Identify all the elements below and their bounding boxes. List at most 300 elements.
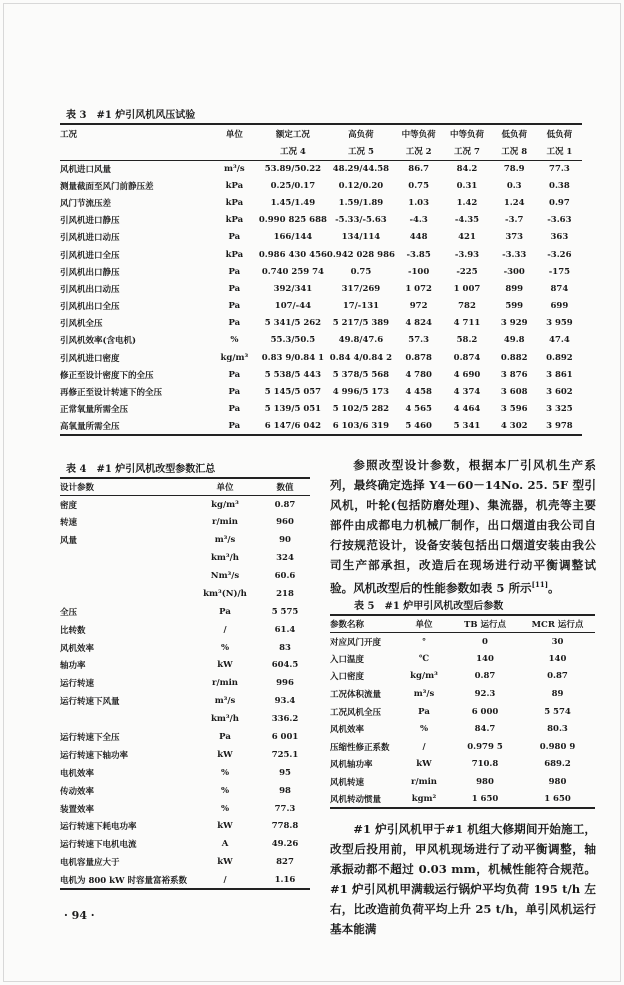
table-cell: 53.89/50.22 — [264, 163, 322, 174]
table3-header-cell: 工况 8 — [492, 142, 537, 160]
table-cell: 4 711 — [453, 318, 481, 329]
table-cell: 引风机全压 — [60, 319, 103, 330]
table-cell: 5 574 — [544, 706, 571, 717]
table-cell: 996 — [276, 678, 294, 689]
paragraph-1-end: 。 — [548, 580, 560, 595]
table-cell: kPa — [225, 215, 244, 226]
table-cell: 传动效率 — [60, 786, 95, 797]
table-cell: 电机容量应大于 — [60, 858, 120, 869]
table-cell: 引风机进口全压 — [60, 250, 120, 261]
table-cell: 80.3 — [547, 724, 568, 735]
table-cell: 0.75 — [408, 180, 429, 191]
table-cell: 3 608 — [500, 387, 528, 398]
table-cell: 78.9 — [503, 163, 525, 174]
table-cell: 1.03 — [408, 197, 429, 208]
table-cell: 83 — [279, 642, 291, 653]
table-cell: 899 — [505, 283, 524, 294]
table-cell: 引风机出口动压 — [60, 284, 120, 295]
table4-header-row — [60, 478, 310, 496]
table-cell: 960 — [276, 517, 294, 528]
table-cell: 49.26 — [271, 839, 299, 850]
table-row — [60, 674, 310, 692]
table-cell: Nm³/s — [210, 571, 240, 581]
table-cell: 4 458 — [405, 387, 432, 398]
table-cell: 运行转速下耗电功率 — [60, 822, 137, 833]
table-cell: 风机转速 — [330, 778, 365, 789]
table-cell: 218 — [276, 588, 294, 599]
table-cell: 1 007 — [453, 283, 481, 294]
table-row — [60, 764, 310, 782]
table-cell: / — [223, 874, 227, 885]
table-cell: 0.882 — [500, 352, 528, 363]
table-cell: 工况体积流量 — [330, 690, 382, 701]
table-cell: Pa — [228, 318, 241, 329]
table-cell: -3.33 — [502, 249, 527, 260]
table5-title: #1 炉甲引风机改型后参数 — [384, 601, 504, 612]
table-row — [60, 298, 582, 315]
paragraph-2-text: #1 炉引风机甲于#1 机组大修期间开始施工，改型后投用前，甲风机现场进行了动平衡调整，轴承振动都不超过 0.03 mm，机械性能符合规范。#1 炉引风机甲满载运行锅炉平均负荷 195 t/h 左右，比改造前负荷平均上升 25 t/h，单引风机运行基本能满 — [330, 822, 596, 936]
table-cell: 827 — [276, 857, 294, 868]
table-cell: Pa — [219, 606, 231, 617]
table-row — [60, 212, 582, 229]
table3-header-cell — [60, 142, 210, 160]
table-cell: 874 — [550, 283, 569, 294]
table-cell: 0.38 — [549, 180, 570, 191]
table-cell: 0.3 — [506, 180, 522, 191]
table-cell: 对应风门开度 — [330, 637, 382, 648]
table-cell: 入口密度 — [330, 672, 365, 683]
table-cell: 5 341/5 262 — [264, 318, 322, 329]
table-cell: 运行转速下轴功率 — [60, 750, 129, 761]
table-row — [60, 835, 310, 853]
table-cell: m³/s — [224, 163, 245, 174]
table-row — [60, 710, 310, 728]
table-cell: 0.87 — [274, 499, 296, 510]
table-row — [60, 513, 310, 531]
table-cell: kW — [217, 749, 233, 760]
table-cell: 高氧量所需全压 — [60, 421, 120, 432]
table-cell: 3 978 — [546, 420, 573, 431]
table-row — [330, 791, 595, 809]
table-cell: 0.25/0.17 — [270, 180, 316, 191]
page-number: · 94 · — [64, 909, 95, 922]
table-cell: 引风机效率(含电机) — [60, 336, 137, 347]
table-cell: 972 — [409, 301, 428, 312]
table-cell: 392/341 — [273, 283, 313, 294]
table-cell: 5 575 — [271, 606, 299, 617]
table3-header-row — [60, 124, 582, 142]
table-row — [60, 818, 310, 836]
table-cell: 工况风机全压 — [330, 707, 382, 718]
table-cell — [60, 567, 190, 585]
table-cell: -175 — [548, 266, 571, 277]
table-cell: 0.87 — [547, 671, 568, 682]
table-row — [330, 756, 595, 774]
table-cell: 4 996/5 173 — [332, 387, 390, 398]
table-row — [330, 703, 595, 721]
table-cell: 95 — [279, 767, 291, 778]
table-cell: % — [220, 767, 230, 778]
table-row — [60, 332, 582, 349]
table-cell: 运行转速下全压 — [60, 733, 120, 744]
table-cell: kW — [217, 821, 233, 832]
table-cell: 77.3 — [274, 803, 296, 814]
table-row — [60, 280, 582, 297]
table-cell: kPa — [225, 249, 244, 260]
table-cell: 全压 — [60, 607, 78, 618]
table-cell: % — [220, 803, 230, 814]
table3-header-cell: 工况 1 — [537, 142, 582, 160]
table-row — [60, 160, 582, 177]
table-cell: 0.75 — [350, 266, 372, 277]
table-cell: 风量 — [60, 536, 78, 547]
table4-header-cell: 设计参数 — [60, 478, 190, 496]
table3-header-cell: 高负荷 — [348, 129, 374, 140]
table-cell: 363 — [550, 232, 569, 243]
table-cell: 1 072 — [405, 283, 432, 294]
table-cell: 86.7 — [408, 163, 429, 174]
paragraph-1 — [330, 455, 596, 598]
table-row — [60, 401, 582, 418]
table-cell: kW — [217, 660, 233, 671]
table-cell: 0.12/0.20 — [338, 180, 384, 191]
table-cell: / — [223, 624, 227, 635]
table-cell: 1.42 — [456, 197, 478, 208]
table-row — [60, 383, 582, 400]
table-cell: 61.4 — [274, 624, 296, 635]
table3-number: 表 3 — [66, 110, 87, 121]
table-cell: -100 — [407, 266, 430, 277]
table-cell: 运行转速下风量 — [60, 697, 120, 708]
table4-number: 表 4 — [66, 464, 87, 475]
table-cell: 轴功率 — [60, 661, 86, 672]
table-row — [330, 650, 595, 668]
table-cell: ° — [421, 636, 427, 647]
table-cell: Pa — [228, 232, 241, 243]
table-cell: 5 217/5 389 — [332, 318, 390, 329]
table-cell: 77.3 — [549, 163, 570, 174]
table-cell: 4 302 — [500, 420, 528, 431]
table-cell: km³(N)/h — [203, 588, 247, 599]
table-cell: 84.7 — [474, 724, 496, 735]
table-cell: 6 103/6 319 — [332, 420, 390, 431]
table5-header-row — [330, 615, 595, 633]
table3-header-cell: 工况 2 — [395, 142, 442, 160]
table-cell: 60.6 — [274, 571, 296, 581]
table-cell: 0.892 — [546, 352, 573, 363]
table-cell: -3.63 — [547, 215, 572, 226]
table-row — [60, 692, 310, 710]
table-cell: -3.85 — [406, 249, 431, 260]
table-row — [60, 603, 310, 621]
table-cell: 0.990 825 688 — [258, 215, 327, 226]
table-cell: 0.84 4/0.84 2 — [329, 352, 393, 363]
table-cell: 92.3 — [474, 689, 496, 700]
table-cell: 6 001 — [271, 732, 299, 743]
table-cell — [60, 710, 190, 728]
table4 — [60, 477, 310, 890]
table-cell: 373 — [505, 232, 524, 243]
table-cell: 风机进口风量 — [60, 164, 112, 175]
table-cell: 5 460 — [405, 420, 432, 431]
table-cell: 3 876 — [500, 369, 528, 380]
table-row — [60, 871, 310, 889]
table-cell: 599 — [505, 301, 524, 312]
table-cell: 3 861 — [546, 369, 573, 380]
table-cell: 47.4 — [549, 335, 570, 346]
table-cell: m³/s — [214, 696, 236, 707]
table-row — [330, 685, 595, 703]
paragraph-2 — [330, 819, 596, 939]
table3-header-cell: 中等负荷 — [449, 129, 484, 140]
table3-header-cell: 低负荷 — [501, 129, 527, 140]
table-cell: 699 — [550, 301, 569, 312]
table-cell: 0.31 — [456, 180, 478, 191]
table-row — [60, 315, 582, 332]
table-row — [330, 773, 595, 791]
table-cell: % — [419, 724, 429, 735]
table-row — [60, 639, 310, 657]
table-row — [60, 246, 582, 263]
table-cell: 324 — [276, 553, 294, 564]
table-cell: Pa — [418, 706, 430, 717]
table-row — [330, 738, 595, 756]
table-cell: 336.2 — [271, 714, 299, 725]
paragraph-1-text: 参照改型设计参数，根据本厂引风机生产系列，最终确定选择 Y4－60－14No. 25. 5F 型引风机，叶轮(包括防磨处理)、集流器，机壳等主要部件由成都电力机械厂制作，出口烟道由我公司自行按规范设计，设备安装包括出口烟道安装由我公司生产部承担，改造后在现场进行动平衡调整试验。风机改型后的性能参数如表 5 所示 — [330, 458, 596, 595]
table-cell: 140 — [548, 653, 567, 664]
table-cell: 0.986 430 456 — [258, 249, 327, 260]
table-cell: 电机为 800 kW 时容量富裕系数 — [60, 875, 188, 886]
table-cell: kPa — [225, 197, 244, 208]
table-cell: 5 378/5 568 — [332, 369, 390, 380]
table-cell: -3.7 — [505, 215, 524, 226]
table-cell: ℃ — [418, 653, 430, 664]
table3 — [60, 123, 582, 436]
table-cell: 48.29/44.58 — [332, 163, 390, 174]
table-cell: -225 — [456, 266, 478, 277]
table3-header-cell: 工况 — [60, 129, 78, 140]
table-cell: -4.35 — [454, 215, 480, 226]
table-cell: 3 929 — [500, 318, 528, 329]
table-cell: 运行转速 — [60, 679, 95, 690]
table-row — [60, 194, 582, 211]
table-cell: r/min — [411, 777, 437, 788]
table-cell: 448 — [409, 232, 428, 243]
table-row — [60, 177, 582, 194]
table5-caption — [354, 597, 503, 612]
table-cell: / — [422, 741, 426, 752]
table3-caption — [66, 106, 195, 121]
table-cell — [60, 549, 190, 567]
table5-header-cell: 参数名称 — [330, 615, 398, 633]
table-row — [60, 800, 310, 818]
table-cell: 0.83 9/0.84 1 — [261, 352, 325, 363]
table-cell: -3.93 — [454, 249, 480, 260]
table-cell: 980 — [548, 777, 567, 788]
table-row — [60, 621, 310, 639]
table-cell: 密度 — [60, 500, 78, 511]
table-cell: km³/h — [211, 714, 239, 725]
table-cell: 引风机进口动压 — [60, 233, 120, 244]
table-cell: 778.8 — [271, 821, 299, 832]
table-cell: 980 — [476, 777, 494, 788]
table3-header-cell: 工况 5 — [327, 142, 395, 160]
table-row — [60, 263, 582, 280]
table-cell: 3 325 — [546, 404, 573, 415]
table5-header-cell: TB 运行点 — [450, 615, 520, 633]
table-cell: 84.2 — [456, 163, 478, 174]
table3-header-cell: 额定工况 — [275, 129, 310, 140]
table-cell: % — [230, 335, 239, 346]
table-cell: 1 650 — [471, 794, 499, 805]
table-cell: 1.16 — [274, 874, 296, 885]
table-cell: 57.3 — [408, 335, 429, 346]
table-cell: 4 780 — [405, 369, 432, 380]
table-cell: 421 — [458, 232, 476, 243]
table-cell: 入口温度 — [330, 654, 365, 665]
table3-header-cell: 中等负荷 — [401, 129, 436, 140]
table5-number: 表 5 — [354, 601, 375, 612]
table-cell: 166/144 — [273, 232, 313, 243]
table-cell: 风机转动惯量 — [330, 795, 382, 806]
table-row — [60, 418, 582, 435]
table-row — [60, 366, 582, 383]
table-cell: 49.8 — [503, 335, 525, 346]
table-cell: 0.874 — [453, 352, 481, 363]
table-cell: 90 — [279, 535, 291, 546]
table-cell: 0.97 — [549, 197, 570, 208]
table3-title: #1 炉引风机风压试验 — [96, 110, 196, 121]
table-cell: 604.5 — [271, 660, 299, 671]
table-cell: 17/-131 — [342, 301, 380, 312]
table-cell: 317/269 — [341, 283, 381, 294]
citation-ref: [11] — [531, 580, 549, 589]
table-row — [60, 531, 310, 549]
table3-header-cell: 工况 7 — [442, 142, 491, 160]
table-cell: Pa — [228, 301, 241, 312]
table-cell: -300 — [503, 266, 525, 277]
table-cell: Pa — [228, 283, 241, 294]
table-cell: 4 464 — [453, 404, 481, 415]
table-cell: kW — [217, 857, 233, 868]
table-cell: 正常氧量所需全压 — [60, 405, 129, 416]
table3-header-row — [60, 142, 582, 160]
table-cell: 1.59/1.89 — [338, 197, 384, 208]
table-cell: 1.24 — [503, 197, 525, 208]
table4-caption — [66, 460, 215, 475]
table-cell: m³/s — [214, 535, 236, 546]
table-cell: -4.3 — [409, 215, 428, 226]
table-cell: 4 374 — [453, 387, 481, 398]
table-cell: Pa — [219, 732, 231, 743]
table-row — [330, 633, 595, 651]
table-cell: 107/-44 — [274, 301, 311, 312]
table-cell: 0.942 028 986 — [326, 249, 395, 260]
table-cell: 0.87 — [474, 671, 496, 682]
table-cell: 4 690 — [453, 369, 481, 380]
table-cell: Pa — [228, 387, 241, 398]
table-row — [60, 657, 310, 675]
table-cell: 引风机出口静压 — [60, 267, 120, 278]
table-cell — [60, 585, 190, 603]
table-cell: 5 102/5 282 — [332, 404, 390, 415]
table-cell: 98 — [279, 785, 291, 796]
table-row — [60, 728, 310, 746]
table-cell: Pa — [228, 266, 241, 277]
table-cell: 725.1 — [271, 749, 299, 760]
table-cell: 转速 — [60, 518, 78, 529]
table5-header-cell: 单位 — [398, 615, 450, 633]
table-cell: 1 650 — [544, 794, 571, 805]
table3-header-cell — [210, 142, 259, 160]
table-cell: 0.980 9 — [539, 741, 576, 752]
table-cell: 3 596 — [500, 404, 528, 415]
table-cell: r/min — [212, 678, 238, 689]
table-row — [60, 567, 310, 585]
table-row — [330, 668, 595, 686]
table-cell: 689.2 — [544, 759, 571, 770]
table-row — [60, 549, 310, 567]
table-row — [60, 585, 310, 603]
table-cell: 0 — [482, 636, 488, 647]
table-cell: 5 341 — [453, 420, 481, 431]
table-cell: -5.33/-5.63 — [335, 215, 387, 226]
table-cell: % — [220, 785, 230, 796]
table-cell: 3 602 — [546, 387, 573, 398]
table-row — [330, 720, 595, 738]
table5 — [330, 614, 595, 809]
table-cell: Pa — [228, 404, 241, 415]
table-cell: kgm² — [411, 794, 437, 805]
table-cell: % — [220, 642, 230, 653]
table-cell: 89 — [551, 689, 564, 700]
table-cell: Pa — [228, 420, 241, 431]
table-cell: 55.3/50.5 — [270, 335, 316, 346]
table-row — [60, 496, 310, 514]
table-cell: 1.45/1.49 — [270, 197, 316, 208]
table-cell: 6 147/6 042 — [264, 420, 322, 431]
table-cell: 引风机出口全压 — [60, 302, 120, 313]
table-cell: kg/m³ — [410, 671, 438, 682]
table-cell: 修正至设计密度下的全压 — [60, 370, 154, 381]
table-cell: 引风机进口静压 — [60, 216, 120, 227]
table-cell: kg/m³ — [220, 352, 249, 363]
table-cell: 58.2 — [456, 335, 478, 346]
table-cell: 0.878 — [405, 352, 432, 363]
table-cell: kg/m³ — [211, 499, 239, 510]
table-cell: 压缩性修正系数 — [330, 742, 390, 753]
table-row — [60, 229, 582, 246]
table-cell: 风机效率 — [60, 643, 95, 654]
table-cell: 782 — [458, 301, 476, 312]
table-cell: km³/h — [211, 553, 239, 564]
table-cell: 0.740 259 74 — [261, 266, 324, 277]
table-cell: 140 — [476, 653, 494, 664]
table-cell: r/min — [212, 517, 238, 528]
table-cell: kPa — [225, 180, 244, 191]
table3-header-cell: 工况 4 — [259, 142, 327, 160]
table3-header-cell: 低负荷 — [546, 129, 573, 140]
table-cell: Pa — [228, 369, 241, 380]
table-cell: -3.26 — [547, 249, 572, 260]
table-cell: 5 145/5 057 — [264, 387, 322, 398]
table5-header-cell: MCR 运行点 — [520, 615, 595, 633]
table-cell: 再修正至设计转速下的全压 — [60, 388, 163, 399]
table-cell: 引风机进口密度 — [60, 353, 120, 364]
table-cell: 49.8/47.6 — [338, 335, 384, 346]
table-cell: m³/s — [413, 689, 435, 700]
table-row — [60, 853, 310, 871]
